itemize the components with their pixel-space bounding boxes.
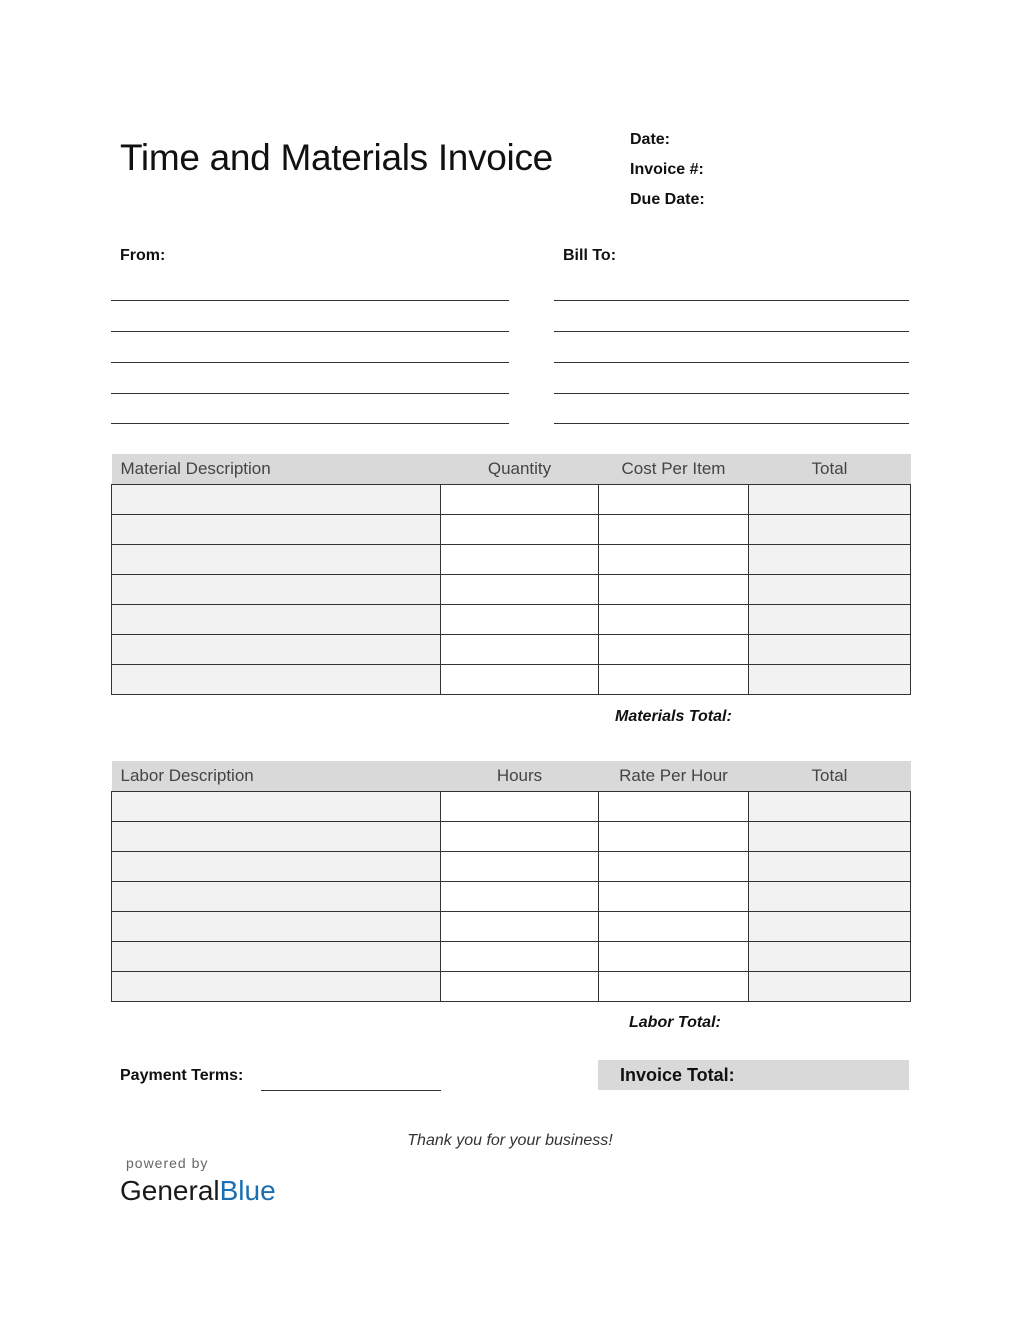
table-row: [112, 792, 911, 822]
cost-per-item-cell[interactable]: [599, 635, 749, 665]
hours-cell[interactable]: [441, 942, 599, 972]
invoice-total-label: Invoice Total:: [620, 1065, 735, 1085]
labor-total-cell[interactable]: [749, 972, 911, 1002]
labor-description-cell[interactable]: [112, 852, 441, 882]
powered-by-text: powered by: [126, 1155, 209, 1171]
material-description-cell[interactable]: [112, 545, 441, 575]
material-total-cell[interactable]: [749, 545, 911, 575]
brand-logo: [120, 1174, 276, 1208]
table-row: [112, 635, 911, 665]
table-row: [112, 515, 911, 545]
cost-per-item-cell[interactable]: [599, 665, 749, 695]
labor-description-cell[interactable]: [112, 942, 441, 972]
brand-general: General: [120, 1175, 220, 1206]
date-label: Date:: [630, 131, 671, 148]
cost-per-item-cell[interactable]: [599, 515, 749, 545]
from-label: From:: [120, 247, 166, 264]
materials-header-row: [112, 454, 911, 485]
rate-per-hour-cell[interactable]: [599, 942, 749, 972]
material-description-cell[interactable]: [112, 635, 441, 665]
rate-per-hour-cell[interactable]: [599, 852, 749, 882]
hours-header: Hours: [441, 761, 599, 792]
material-description-cell[interactable]: [112, 575, 441, 605]
quantity-cell[interactable]: [441, 485, 599, 515]
quantity-cell[interactable]: [441, 575, 599, 605]
material-description-cell[interactable]: [112, 515, 441, 545]
labor-description-cell[interactable]: [112, 792, 441, 822]
quantity-header: Quantity: [441, 454, 599, 485]
table-row: [112, 822, 911, 852]
due-date-label: Due Date:: [630, 191, 705, 208]
bill-to-line[interactable]: [554, 393, 909, 394]
bill-to-label: Bill To:: [563, 247, 617, 264]
labor-total-label: Labor Total:: [629, 1014, 721, 1031]
quantity-cell[interactable]: [441, 635, 599, 665]
materials-table: [111, 454, 911, 695]
invoice-total-box: [598, 1060, 909, 1090]
from-line[interactable]: [111, 423, 509, 424]
bill-to-line[interactable]: [554, 331, 909, 332]
hours-cell[interactable]: [441, 912, 599, 942]
labor-total-header: Total: [749, 761, 911, 792]
bill-to-line[interactable]: [554, 300, 909, 301]
labor-total-cell[interactable]: [749, 792, 911, 822]
hours-cell[interactable]: [441, 792, 599, 822]
material-description-cell[interactable]: [112, 605, 441, 635]
quantity-cell[interactable]: [441, 605, 599, 635]
quantity-cell[interactable]: [441, 545, 599, 575]
material-total-header: Total: [749, 454, 911, 485]
material-description-cell[interactable]: [112, 665, 441, 695]
labor-total-cell[interactable]: [749, 882, 911, 912]
quantity-cell[interactable]: [441, 665, 599, 695]
cost-per-item-cell[interactable]: [599, 575, 749, 605]
table-row: [112, 852, 911, 882]
table-row: [112, 942, 911, 972]
bill-to-line[interactable]: [554, 423, 909, 424]
material-total-cell[interactable]: [749, 515, 911, 545]
payment-terms-field[interactable]: [261, 1090, 441, 1091]
material-total-cell[interactable]: [749, 665, 911, 695]
materials-total-label: Materials Total:: [615, 708, 732, 725]
table-row: [112, 605, 911, 635]
material-total-cell[interactable]: [749, 485, 911, 515]
from-line[interactable]: [111, 331, 509, 332]
table-row: [112, 485, 911, 515]
labor-description-cell[interactable]: [112, 912, 441, 942]
invoice-number-label: Invoice #:: [630, 161, 704, 178]
from-line[interactable]: [111, 362, 509, 363]
rate-per-hour-cell[interactable]: [599, 972, 749, 1002]
cost-per-item-header: Cost Per Item: [599, 454, 749, 485]
rate-per-hour-cell[interactable]: [599, 912, 749, 942]
table-row: [112, 912, 911, 942]
table-row: [112, 545, 911, 575]
labor-total-cell[interactable]: [749, 942, 911, 972]
from-line[interactable]: [111, 300, 509, 301]
hours-cell[interactable]: [441, 972, 599, 1002]
labor-total-cell[interactable]: [749, 822, 911, 852]
material-description-header: Material Description: [112, 454, 441, 485]
table-row: [112, 972, 911, 1002]
cost-per-item-cell[interactable]: [599, 485, 749, 515]
table-row: [112, 665, 911, 695]
labor-total-cell[interactable]: [749, 852, 911, 882]
material-description-cell[interactable]: [112, 485, 441, 515]
rate-per-hour-header: Rate Per Hour: [599, 761, 749, 792]
hours-cell[interactable]: [441, 882, 599, 912]
cost-per-item-cell[interactable]: [599, 605, 749, 635]
table-row: [112, 575, 911, 605]
table-row: [112, 882, 911, 912]
labor-table: [111, 761, 911, 1002]
payment-terms-label: Payment Terms:: [120, 1067, 244, 1084]
labor-header-row: [112, 761, 911, 792]
labor-description-cell[interactable]: [112, 972, 441, 1002]
rate-per-hour-cell[interactable]: [599, 792, 749, 822]
material-total-cell[interactable]: [749, 605, 911, 635]
rate-per-hour-cell[interactable]: [599, 882, 749, 912]
quantity-cell[interactable]: [441, 515, 599, 545]
material-total-cell[interactable]: [749, 575, 911, 605]
hours-cell[interactable]: [441, 852, 599, 882]
bill-to-line[interactable]: [554, 362, 909, 363]
hours-cell[interactable]: [441, 822, 599, 852]
page-title: Time and Materials Invoice: [120, 137, 553, 178]
material-total-cell[interactable]: [749, 635, 911, 665]
labor-description-header: Labor Description: [112, 761, 441, 792]
brand-blue: Blue: [219, 1175, 276, 1206]
labor-total-cell[interactable]: [749, 912, 911, 942]
from-line[interactable]: [111, 393, 509, 394]
labor-description-cell[interactable]: [112, 882, 441, 912]
labor-description-cell[interactable]: [112, 822, 441, 852]
rate-per-hour-cell[interactable]: [599, 822, 749, 852]
thank-you-note: Thank you for your business!: [407, 1132, 613, 1149]
cost-per-item-cell[interactable]: [599, 545, 749, 575]
